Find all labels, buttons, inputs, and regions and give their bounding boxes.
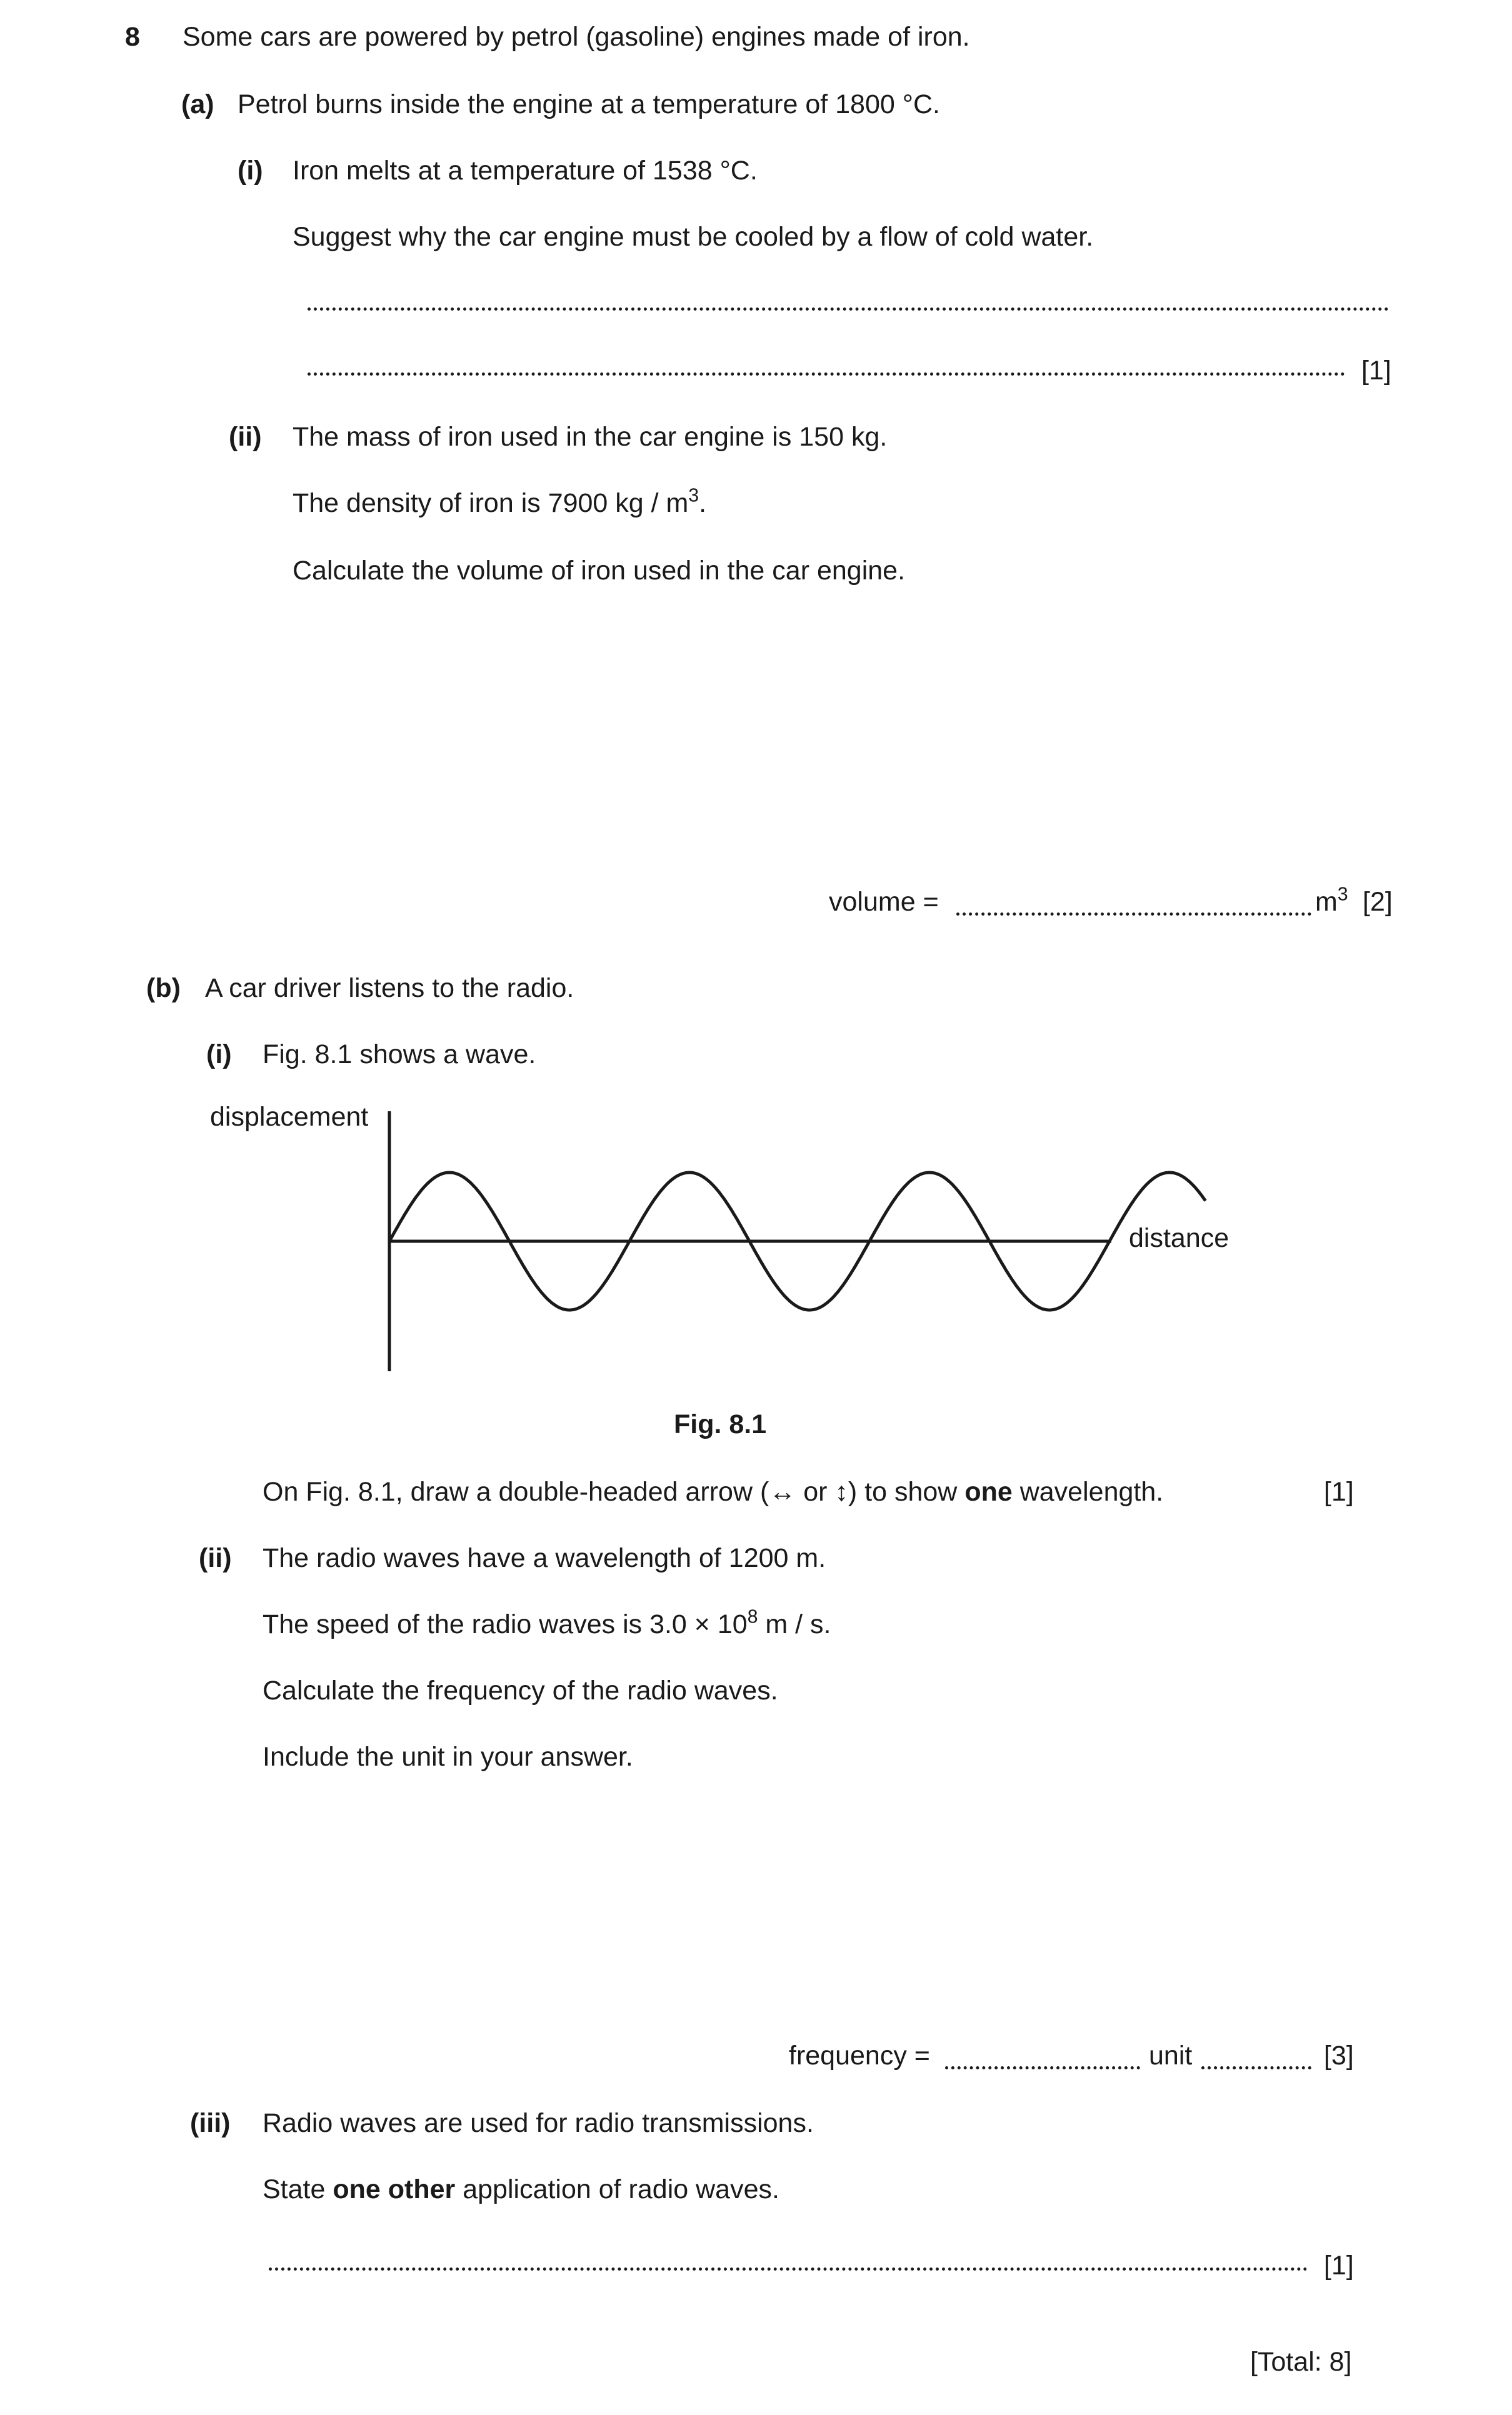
speed-unit: m / s. [758,1609,831,1639]
part-a-label: (a) [181,89,214,119]
part-a-i-prompt: Suggest why the car engine must be cooled by a flow of cold water. [293,222,1094,252]
part-b-ii-prompt2: Include the unit in your answer. [263,1742,633,1772]
figure-caption: Fig. 8.1 [674,1409,767,1439]
part-b-iii-label: (iii) [190,2108,231,2138]
marks-b-i: [1] [1324,1477,1354,1507]
prompt-bold: one other [333,2174,456,2204]
part-a-ii-label: (ii) [229,422,262,452]
instruction-text: On Fig. 8.1, draw a double-headed arrow (↔ or ↕) to show [263,1477,965,1507]
figure-x-axis-label: distance [1129,1223,1229,1253]
volume-unit-base: m [1315,887,1338,917]
density-period: . [699,488,707,518]
part-a-stem: Petrol burns inside the engine at a temperature of 1800 °C. [238,89,940,119]
part-b-i-instruction [263,1476,1163,1509]
part-a-ii-mass: The mass of iron used in the car engine is 150 kg. [293,422,888,452]
part-a-ii-density [293,485,707,520]
total-marks: [Total: 8] [1250,2347,1352,2377]
part-b-ii-label: (ii) [199,1543,232,1573]
frequency-unit-line[interactable] [1201,2066,1311,2069]
marks-b-ii: [3] [1324,2041,1354,2071]
frequency-answer-label: frequency = [789,2041,930,2071]
part-b-ii-speed [263,1606,831,1641]
answer-line-a-i-1[interactable] [308,308,1389,311]
part-b-stem: A car driver listens to the radio. [205,973,574,1003]
part-a-i-fact: Iron melts at a temperature of 1538 °C. [293,156,758,186]
prompt-end: application of radio waves. [455,2174,779,2204]
volume-unit [1315,886,1348,919]
instruction-end: wavelength. [1012,1477,1164,1507]
frequency-unit-label: unit [1149,2041,1193,2071]
volume-answer-label: volume = [829,887,939,917]
part-b-i-stem: Fig. 8.1 shows a wave. [263,1039,536,1069]
part-a-ii-prompt: Calculate the volume of iron used in the car engine. [293,556,906,586]
question-intro: Some cars are powered by petrol (gasoline) engines made of iron. [183,22,970,52]
density-exponent: 3 [688,485,699,506]
marks-b-iii: [1] [1324,2251,1354,2281]
frequency-answer-line[interactable] [945,2066,1140,2069]
prompt-text: State [263,2174,333,2204]
part-b-iii-prompt [263,2174,779,2206]
density-text: The density of iron is 7900 kg / m [293,488,689,518]
speed-text: The speed of the radio waves is 3.0 × 10 [263,1609,748,1639]
part-a-i-label: (i) [238,156,263,186]
volume-unit-exponent: 3 [1337,884,1348,905]
part-b-ii-prompt: Calculate the frequency of the radio waves. [263,1676,778,1706]
part-b-i-label: (i) [206,1039,232,1069]
part-b-ii-wavelength: The radio waves have a wavelength of 1200 m. [263,1543,826,1573]
marks-a-ii: [2] [1363,887,1393,917]
instruction-bold: one [964,1477,1013,1507]
part-b-iii-stem: Radio waves are used for radio transmissions. [263,2108,814,2138]
answer-line-a-i-2[interactable] [308,372,1345,376]
question-number: 8 [125,22,140,52]
figure-y-axis-label: displacement [210,1102,369,1132]
wave-figure [0,1100,1512,1450]
volume-answer-line[interactable] [956,912,1311,916]
part-b-label: (b) [146,973,181,1003]
answer-line-b-iii[interactable] [269,2268,1308,2271]
marks-a-i: [1] [1361,356,1391,386]
speed-exponent: 8 [747,1606,758,1628]
